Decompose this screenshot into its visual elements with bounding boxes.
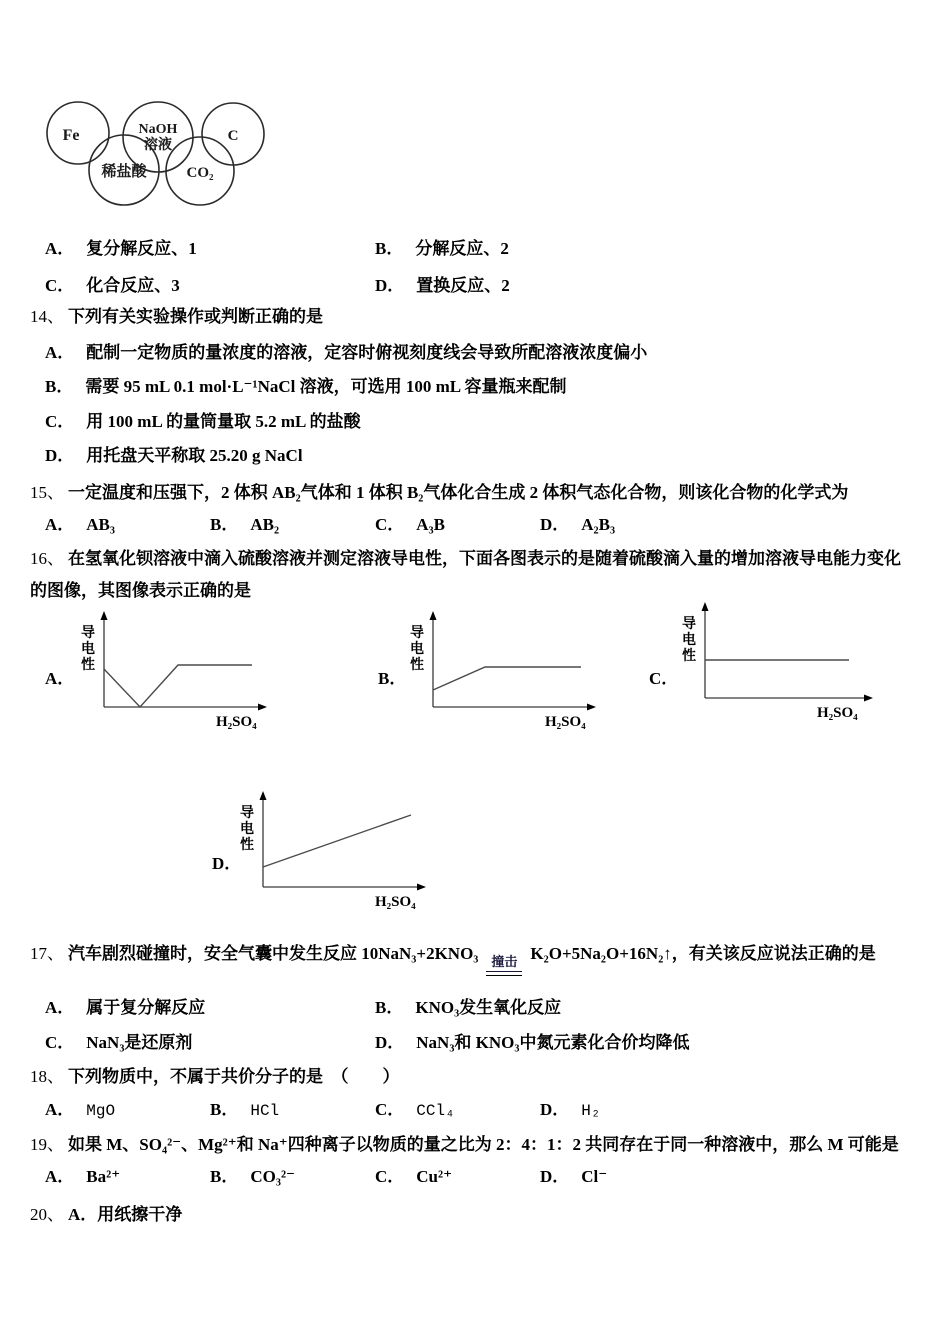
- x-axis-label: H₂SO₄: [375, 894, 416, 910]
- q13-option-a: [45, 233, 197, 265]
- y-axis-label: 导: [240, 806, 254, 821]
- option-key: B．: [45, 377, 74, 396]
- q19-option-c: [375, 1161, 452, 1193]
- option-key: A．: [45, 239, 75, 258]
- option-key: B．: [375, 239, 404, 258]
- conductivity-curve: [263, 815, 411, 867]
- option-key: D．: [45, 446, 75, 465]
- q17-option-c: [45, 1027, 192, 1059]
- question-text: 如果 M、SO₄²⁻、Mg²⁺和 Na⁺四种离子以物质的量之比为 2：4：1：2 共同存在于同一种溶液中，那么 M 可能是: [68, 1135, 899, 1154]
- option-text: KNO₃发生氧化反应: [415, 998, 562, 1017]
- q18-option-d: [540, 1094, 600, 1127]
- x-axis-arrow-icon: [587, 704, 596, 711]
- option-key: C．: [45, 276, 75, 295]
- y-axis-label: 性: [410, 658, 424, 673]
- option-text: A₃B: [416, 515, 445, 534]
- option-text: 属于复分解反应: [86, 998, 206, 1017]
- q13-option-d: [375, 270, 510, 302]
- conductivity-graph-a: [66, 607, 276, 732]
- y-axis-label: 性: [81, 658, 95, 673]
- question-text: 下列有关实验操作或判断正确的是: [68, 307, 323, 326]
- option-key: C．: [375, 1100, 405, 1119]
- q15-option-a: [45, 509, 115, 541]
- q19-option-d: [540, 1161, 607, 1193]
- y-axis-arrow-icon: [702, 602, 709, 611]
- option-key: A．: [45, 343, 75, 362]
- q18-option-a: [45, 1094, 115, 1127]
- option-text: Ba²⁺: [86, 1167, 121, 1186]
- y-axis-label: 电: [240, 822, 254, 837]
- question-number: 20、: [30, 1205, 64, 1224]
- q15-option-b: [210, 509, 279, 541]
- y-axis-label: 电: [682, 633, 696, 648]
- option-key: B．: [210, 515, 239, 534]
- option-text: A₂B₃: [581, 515, 616, 534]
- option-key: C．: [45, 1033, 75, 1052]
- option-key: B．: [210, 1100, 239, 1119]
- y-axis-arrow-icon: [101, 611, 108, 620]
- question-number: 15、: [30, 483, 64, 502]
- option-text: 配制一定物质的量浓度的溶液，定容时俯视刻度线会导致所配溶液浓度偏小: [86, 343, 648, 362]
- venn-label-co2: CO₂: [186, 165, 214, 181]
- x-axis-label: H₂SO₄: [545, 714, 586, 730]
- q19-option-a: [45, 1161, 120, 1193]
- option-text: 化合反应、3: [86, 276, 180, 295]
- x-axis-label: H₂SO₄: [216, 714, 257, 730]
- option-key: C．: [45, 412, 75, 431]
- q15-stem: [0, 477, 950, 509]
- question-text: 在氢氧化钡溶液中滴入硫酸溶液并测定溶液导电性，下面各图表示的是随着硫酸滴入量的增加溶液导电能力变化的图像，其图像表示正确的是: [30, 549, 901, 600]
- option-key: C．: [375, 1167, 405, 1186]
- question-number: 16、: [30, 549, 64, 568]
- option-key: D．: [540, 1167, 570, 1186]
- q18-option-c: [375, 1094, 455, 1127]
- option-key: B．: [210, 1167, 239, 1186]
- option-text: Cu²⁺: [416, 1167, 453, 1186]
- q14-stem: [0, 301, 950, 333]
- option-text: MgO: [86, 1102, 116, 1120]
- venn-label-c: C: [227, 128, 239, 144]
- y-axis-label: 性: [682, 649, 696, 664]
- q19-option-b: [210, 1161, 295, 1193]
- question-text: 下列物质中，不属于共价分子的是 （ ）: [68, 1067, 400, 1086]
- q17-option-a: [45, 992, 205, 1024]
- option-key: C．: [375, 515, 405, 534]
- question-number: 17、: [30, 944, 64, 963]
- y-axis-arrow-icon: [260, 791, 267, 800]
- x-axis-arrow-icon: [864, 695, 873, 702]
- option-text: H₂: [581, 1102, 601, 1120]
- question-number: 18、: [30, 1067, 64, 1086]
- venn-label-dilute-hcl: 稀盐酸: [101, 164, 147, 180]
- conductivity-curve: [433, 667, 581, 690]
- q15-option-d: [540, 509, 615, 541]
- equals-bar: [486, 975, 522, 976]
- q17-stem: [0, 938, 950, 976]
- question-number: 14、: [30, 307, 64, 326]
- conductivity-graph-d: [225, 787, 435, 912]
- x-axis-arrow-icon: [258, 704, 267, 711]
- venn-label-fe: Fe: [62, 127, 80, 144]
- option-key: D．: [375, 276, 405, 295]
- option-key: C．: [649, 669, 679, 688]
- venn-label-naoh: NaOH: [138, 122, 178, 137]
- q17-option-b: [375, 992, 561, 1024]
- option-key: A．: [45, 1167, 75, 1186]
- option-key: A．: [45, 998, 75, 1017]
- conductivity-graph-b: [395, 607, 605, 732]
- reaction-condition: [486, 951, 522, 976]
- question-text: K₂O+5Na₂O+16N₂↑，有关该反应说法正确的是: [530, 944, 876, 963]
- question-text: A．用纸擦干净: [68, 1205, 183, 1224]
- option-key: A．: [45, 669, 75, 688]
- option-text: 用 100 mL 的量筒量取 5.2 mL 的盐酸: [86, 412, 361, 431]
- q19-stem: [0, 1129, 950, 1161]
- y-axis-label: 性: [240, 838, 254, 853]
- venn-label-naoh-solution: 溶液: [144, 138, 172, 153]
- conductivity-graph-c: [667, 598, 882, 723]
- option-key: A．: [45, 515, 75, 534]
- option-text: CCl₄: [416, 1102, 455, 1120]
- option-key: B．: [375, 998, 404, 1017]
- option-text: 复分解反应、1: [86, 239, 197, 258]
- option-text: NaN₃和 KNO₃中氮元素化合价均降低: [416, 1033, 690, 1052]
- q13-option-b: [375, 233, 509, 265]
- y-axis-label: 电: [81, 642, 95, 657]
- option-text: NaN₃是还原剂: [86, 1033, 193, 1052]
- option-key: D．: [540, 515, 570, 534]
- q13-option-c: [45, 270, 180, 302]
- option-text: Cl⁻: [581, 1167, 608, 1186]
- question-text: 一定温度和压强下，2 体积 AB₂气体和 1 体积 B₂气体化合生成 2 体积气态化合物，则该化合物的化学式为: [68, 483, 849, 502]
- condition-text: 撞击: [486, 951, 522, 972]
- option-key: D．: [375, 1033, 405, 1052]
- option-text: CO₃²⁻: [250, 1167, 296, 1186]
- y-axis-label: 电: [410, 642, 424, 657]
- option-text: 需要 95 mL 0.1 mol·L⁻¹NaCl 溶液，可选用 100 mL 容量瓶来配制: [85, 377, 567, 396]
- option-key: B．: [378, 669, 407, 688]
- y-axis-label: 导: [410, 626, 424, 641]
- question-text: 汽车剧烈碰撞时，安全气囊中发生反应 10NaN₃+2KNO₃: [68, 944, 479, 963]
- option-key: D．: [212, 854, 242, 873]
- q15-option-c: [375, 509, 445, 541]
- venn-diagram: [45, 95, 285, 225]
- option-text: HCl: [250, 1102, 280, 1120]
- x-axis-label: H₂SO₄: [817, 705, 858, 721]
- q20-stem: [0, 1199, 950, 1231]
- option-text: AB₃: [86, 515, 115, 534]
- option-key: D．: [540, 1100, 570, 1119]
- q18-option-b: [210, 1094, 279, 1127]
- x-axis-arrow-icon: [417, 884, 426, 891]
- option-text: 置换反应、2: [416, 276, 510, 295]
- y-axis-label: 导: [81, 626, 95, 641]
- option-key: A．: [45, 1100, 75, 1119]
- option-text: 分解反应、2: [415, 239, 509, 258]
- q17-option-d: [375, 1027, 690, 1059]
- question-number: 19、: [30, 1135, 64, 1154]
- conductivity-curve: [104, 665, 252, 707]
- option-text: AB₂: [250, 515, 280, 534]
- y-axis-label: 导: [682, 617, 696, 632]
- y-axis-arrow-icon: [430, 611, 437, 620]
- option-text: 用托盘天平称取 25.20 g NaCl: [86, 446, 303, 465]
- q18-stem: [0, 1061, 950, 1093]
